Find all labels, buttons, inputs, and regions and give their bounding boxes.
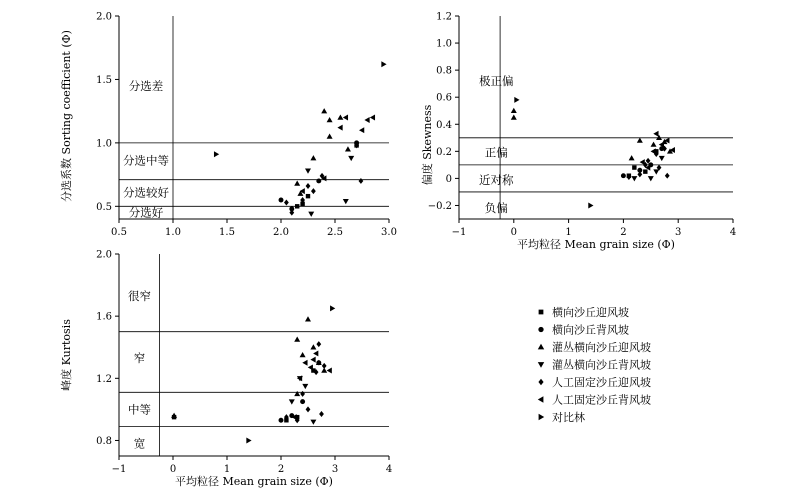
marker-circle (279, 197, 284, 202)
zone-label: 分选差 (128, 78, 164, 93)
marker-triangle-right (214, 151, 219, 157)
marker-circle (279, 418, 284, 423)
x-tick-label: 2.5 (327, 227, 343, 238)
x-tick-label: 1 (565, 227, 572, 238)
y-axis-label: 峰度 Kurtosis (60, 319, 73, 391)
marker-diamond (311, 188, 316, 194)
x-tick-label: 4 (729, 227, 737, 238)
x-tick-label: 1.0 (165, 227, 181, 238)
marker-triangle-down (653, 169, 659, 174)
marker-triangle-up (538, 344, 544, 350)
marker-triangle-down (659, 156, 665, 161)
zone-label: 负偏 (484, 201, 508, 216)
marker-triangle-left (308, 364, 313, 370)
x-axis-label: 平均粒径 Mean grain size (Φ) (517, 238, 675, 251)
marker-triangle-down (348, 156, 354, 161)
marker-diamond (319, 411, 324, 417)
marker-square (632, 165, 636, 169)
marker-triangle-right (514, 97, 519, 103)
marker-square (539, 310, 544, 315)
x-axis-label: 平均粒径 Mean grain size (Φ) (175, 475, 333, 488)
panel-kurtosis (59, 250, 392, 489)
y-tick-label: 1.0 (436, 38, 452, 50)
y-axis-label: 偏度 Skewness (421, 104, 434, 186)
marker-triangle-left (653, 131, 658, 137)
zone-label: 分选较好 (123, 185, 169, 200)
y-tick-label: 1.2 (96, 373, 112, 385)
zone-label: 窄 (133, 351, 146, 366)
marker-diamond (359, 178, 364, 184)
y-tick-label: 1.5 (96, 74, 112, 86)
marker-triangle-down (343, 199, 349, 204)
marker-diamond (316, 341, 321, 347)
marker-triangle-left (327, 368, 332, 374)
y-tick-label: 0.4 (436, 119, 452, 131)
zone-label: 中等 (128, 402, 152, 417)
marker-triangle-left (302, 360, 307, 366)
marker-diamond (284, 200, 289, 206)
legend (538, 305, 651, 424)
marker-diamond (322, 363, 327, 369)
marker-square (306, 194, 310, 198)
x-tick-label: 4 (385, 464, 393, 475)
x-tick-label: 1 (223, 464, 231, 475)
marker-triangle-up (511, 108, 517, 113)
marker-triangle-down (538, 362, 544, 368)
y-tick-label: −0.2 (427, 200, 452, 212)
x-tick-label: 0 (510, 227, 517, 238)
legend-label: 人工固定沙丘背风坡 (552, 393, 651, 407)
marker-triangle-up (305, 316, 311, 321)
marker-triangle-down (308, 212, 314, 217)
marker-triangle-right (246, 437, 251, 443)
marker-triangle-right (539, 414, 545, 420)
marker-triangle-left (640, 159, 645, 165)
marker-triangle-right (381, 61, 386, 67)
y-tick-label: 1.6 (96, 311, 112, 323)
marker-triangle-up (637, 138, 643, 143)
marker-triangle-up (321, 108, 327, 113)
marker-circle (621, 173, 626, 178)
x-tick-label: 2.0 (273, 227, 289, 238)
marker-triangle-up (345, 146, 351, 151)
marker-diamond (637, 171, 642, 177)
marker-triangle-left (337, 125, 342, 131)
marker-triangle-up (327, 134, 333, 139)
marker-triangle-up (300, 352, 306, 357)
legend-item (539, 305, 629, 319)
legend-item (538, 340, 651, 354)
x-tick-label: 3.0 (381, 227, 397, 238)
legend-label: 灌丛横向沙丘背风坡 (552, 358, 651, 372)
marker-circle (316, 178, 321, 183)
marker-triangle-right (330, 305, 335, 311)
y-tick-label: 2.0 (96, 11, 112, 23)
marker-triangle-left (359, 127, 364, 133)
y-tick-label: 0.8 (436, 65, 452, 77)
y-tick-label: 0.6 (436, 92, 452, 104)
marker-triangle-left (370, 115, 375, 121)
x-tick-label: 2 (277, 464, 285, 475)
marker-diamond (306, 406, 311, 412)
marker-triangle-down (289, 399, 295, 404)
marker-triangle-down (310, 420, 316, 425)
marker-triangle-up (310, 344, 316, 349)
legend-label: 横向沙丘背风坡 (552, 323, 629, 337)
zone-label: 近对称 (479, 172, 514, 187)
x-tick-label: −1 (111, 464, 127, 475)
legend-label: 灌丛横向沙丘迎风坡 (552, 341, 651, 354)
marker-triangle-up (327, 117, 333, 122)
legend-item (539, 410, 585, 424)
marker-diamond (538, 379, 543, 385)
marker-triangle-left (313, 350, 318, 356)
marker-triangle-up (629, 155, 635, 160)
marker-triangle-up (294, 391, 300, 396)
legend-item (538, 393, 651, 407)
y-tick-label: 1.0 (96, 138, 112, 150)
marker-diamond (300, 391, 305, 397)
x-tick-label: 3 (331, 464, 339, 475)
y-tick-label: 0.8 (96, 435, 112, 447)
zone-label: 极正偏 (479, 73, 514, 88)
legend-item (538, 323, 629, 337)
zone-label: 正偏 (484, 145, 508, 160)
marker-triangle-up (294, 180, 300, 185)
marker-triangle-down (631, 176, 637, 181)
marker-diamond (665, 173, 670, 179)
y-tick-label: 0.2 (436, 146, 452, 158)
marker-square (295, 204, 299, 208)
y-tick-label: 0 (445, 173, 452, 185)
marker-circle (538, 327, 543, 332)
marker-triangle-up (511, 115, 517, 120)
x-tick-label: 0 (169, 464, 177, 475)
marker-triangle-left (364, 117, 369, 123)
zone-label: 分选好 (128, 205, 164, 220)
x-tick-label: 3 (675, 227, 682, 238)
panel-skewness (420, 12, 736, 252)
marker-diamond (306, 183, 311, 189)
marker-triangle-down (648, 176, 654, 181)
y-axis-label: 分选系数 Sorting coefficient (Φ) (60, 30, 73, 202)
marker-square (643, 169, 647, 173)
x-tick-label: −1 (451, 227, 467, 238)
marker-triangle-right (588, 202, 593, 208)
marker-triangle-left (651, 148, 656, 154)
marker-triangle-up (337, 115, 343, 120)
zone-label: 宽 (133, 436, 146, 451)
marker-triangle-down (305, 169, 311, 174)
x-tick-label: 0.5 (111, 227, 127, 238)
y-tick-label: 1.2 (436, 11, 452, 23)
y-tick-label: 0.5 (96, 201, 112, 213)
legend-label: 对比林 (552, 411, 585, 424)
x-tick-label: 2 (620, 227, 627, 238)
legend-label: 人工固定沙丘迎风坡 (552, 376, 651, 389)
zone-label: 分选中等 (123, 153, 169, 168)
legend-label: 横向沙丘迎风坡 (552, 306, 629, 319)
panel-sorting-coefficient (59, 12, 397, 239)
marker-triangle-up (310, 155, 316, 160)
legend-item (538, 375, 651, 389)
y-tick-label: 2.0 (96, 249, 112, 261)
marker-triangle-down (302, 384, 308, 389)
x-tick-label: 1.5 (219, 227, 235, 238)
marker-triangle-left (538, 396, 544, 402)
legend-item (538, 358, 651, 372)
zone-label: 很窄 (128, 288, 152, 303)
marker-circle (300, 399, 305, 404)
marker-triangle-up (651, 142, 657, 147)
marker-triangle-up (294, 336, 300, 341)
marker-triangle-left (343, 115, 348, 121)
marker-triangle-left (310, 357, 315, 363)
